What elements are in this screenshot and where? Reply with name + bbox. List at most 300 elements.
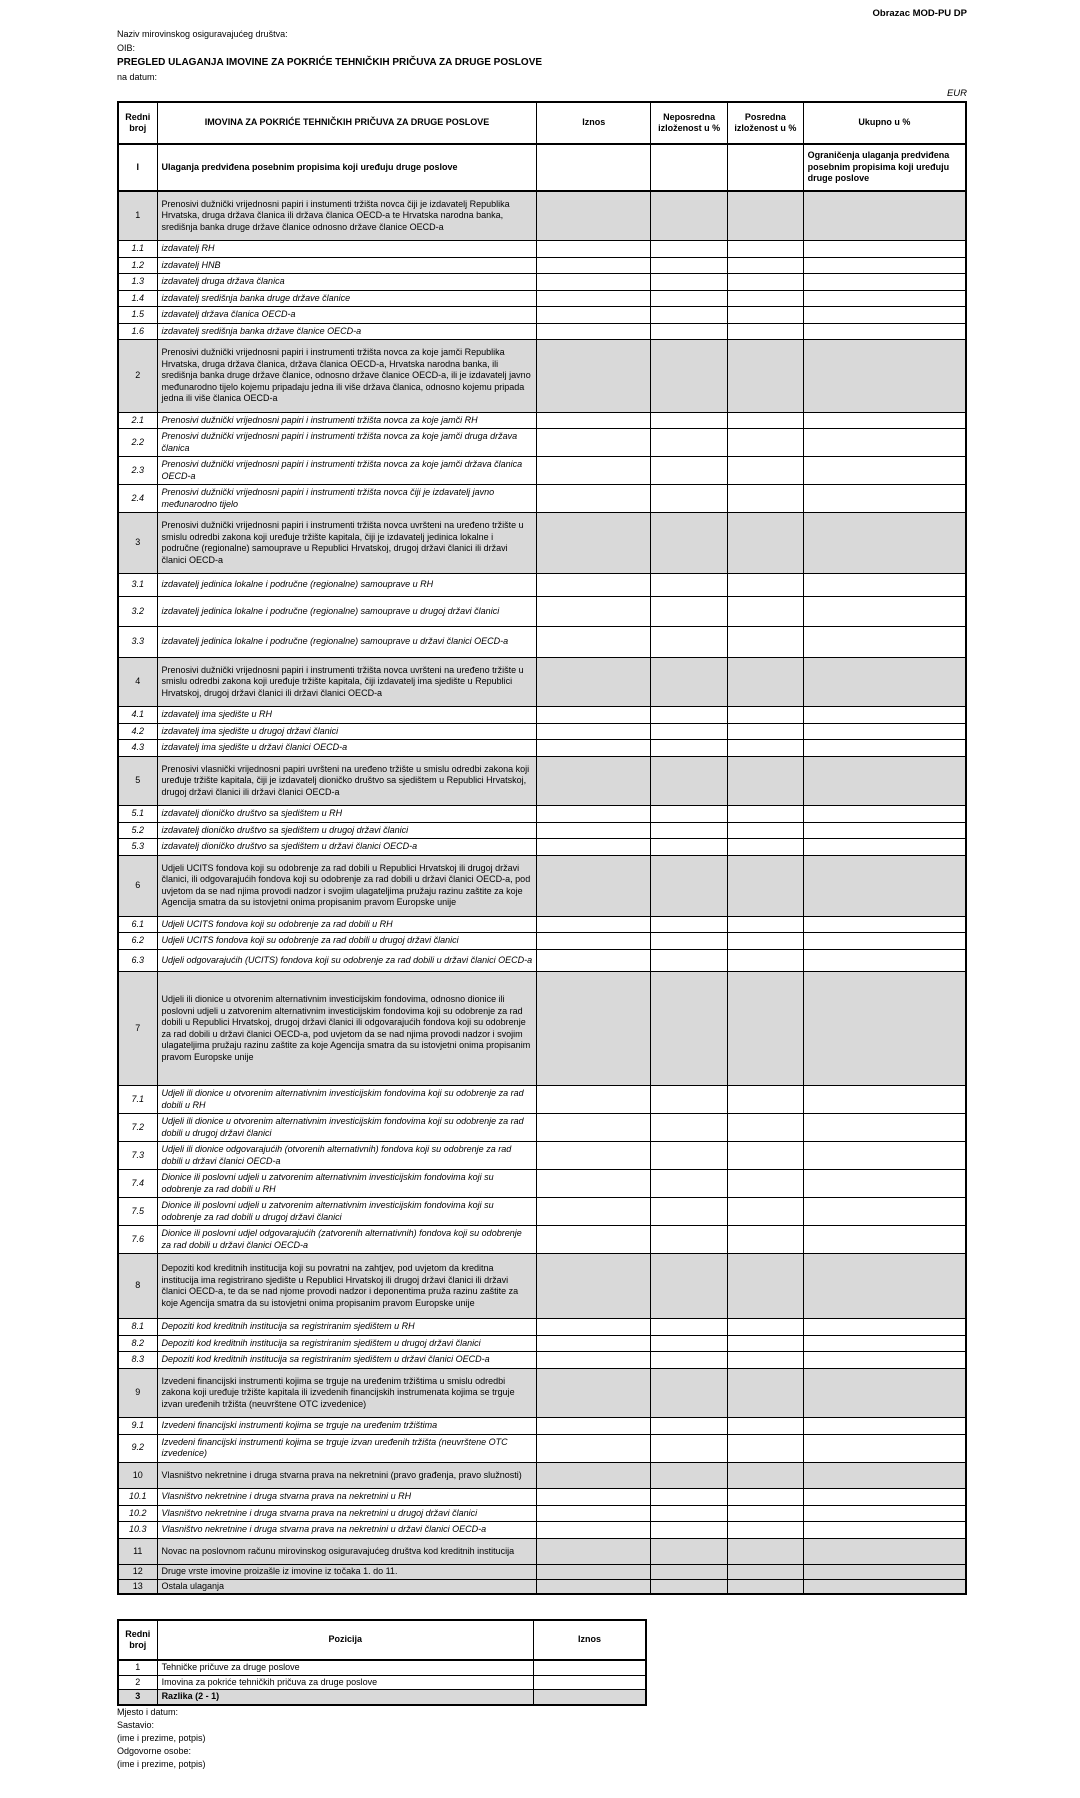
direct-exposure-cell xyxy=(651,949,728,972)
direct-exposure-cell xyxy=(651,274,728,291)
table-row xyxy=(118,513,966,574)
table-row xyxy=(118,1352,966,1369)
table-row xyxy=(118,806,966,823)
row-description-cell: Udjeli UCITS fondova koji su odobrenje za rad dobili u Republici Hrvatskoj ili drugoj državi članici, ili odgovarajućih fondova koji su odobrenje za rad dobili u državi članici OECD-a, pod uvjetom da se nad njima provodi nadzor i svojim ulagateljima pružaju razinu zaštite za koje Agencija smatra da su istovjetni onima propisanim pravom Europske unije xyxy=(157,855,537,916)
total-percent-cell xyxy=(803,257,966,274)
amount-cell xyxy=(537,574,651,597)
amount-cell xyxy=(537,1538,651,1565)
row-number-cell: 12 xyxy=(118,1565,157,1580)
direct-exposure-cell xyxy=(651,1522,728,1539)
indirect-exposure-cell xyxy=(728,1114,803,1142)
direct-exposure-cell xyxy=(651,1086,728,1114)
direct-exposure-cell xyxy=(651,144,728,191)
summary-row xyxy=(118,1675,646,1690)
table-row xyxy=(118,257,966,274)
oib-label: OIB: xyxy=(117,43,136,53)
table-row xyxy=(118,1434,966,1462)
row-number-cell: 8 xyxy=(118,1254,157,1319)
indirect-exposure-cell xyxy=(728,855,803,916)
amount-cell xyxy=(537,916,651,933)
total-percent-cell xyxy=(803,740,966,757)
row-number-cell: 6.1 xyxy=(118,916,157,933)
amount-cell xyxy=(534,1675,646,1690)
indirect-exposure-cell xyxy=(728,340,803,413)
summary-row xyxy=(118,1690,646,1705)
indirect-exposure-cell xyxy=(728,822,803,839)
direct-exposure-cell xyxy=(651,257,728,274)
table-row xyxy=(118,323,966,340)
row-description-cell: Druge vrste imovine proizašle iz imovine iz točaka 1. do 11. xyxy=(157,1565,537,1580)
amount-cell xyxy=(537,290,651,307)
company-name-label: Naziv mirovinskog osiguravajućeg društva: xyxy=(117,29,288,39)
row-description-cell: Prenosivi dužnički vrijednosni papiri i instrumenti tržišta novca za koje jamči RH xyxy=(157,412,537,429)
indirect-exposure-cell xyxy=(728,839,803,856)
amount-cell xyxy=(537,323,651,340)
row-number-cell: 1 xyxy=(118,191,157,241)
direct-exposure-cell xyxy=(651,485,728,513)
direct-exposure-cell xyxy=(651,1170,728,1198)
table-row xyxy=(118,822,966,839)
amount-cell xyxy=(537,839,651,856)
amount-cell xyxy=(537,756,651,806)
row-number-cell: 7.5 xyxy=(118,1198,157,1226)
table-row xyxy=(118,1368,966,1418)
page-title: PREGLED ULAGANJA IMOVINE ZA POKRIĆE TEHNIČKIH PRIČUVA ZA DRUGE POSLOVE xyxy=(117,57,543,68)
row-number-cell: 10.3 xyxy=(118,1522,157,1539)
row-number-cell: 4.2 xyxy=(118,723,157,740)
amount-cell xyxy=(537,429,651,457)
summary-col-header-pozicija: Pozicija xyxy=(157,1620,533,1660)
direct-exposure-cell xyxy=(651,855,728,916)
indirect-exposure-cell xyxy=(728,1538,803,1565)
total-percent-cell xyxy=(803,1352,966,1369)
amount-cell xyxy=(537,855,651,916)
row-number-cell: 3.2 xyxy=(118,596,157,627)
indirect-exposure-cell xyxy=(728,191,803,241)
row-description-cell: Vlasništvo nekretnine i druga stvarna prava na nekretnini (pravo građenja, pravo služnosti) xyxy=(157,1462,537,1489)
amount-cell xyxy=(537,1254,651,1319)
table-row xyxy=(118,274,966,291)
row-description-cell: Depoziti kod kreditnih institucija sa registriranim sjedištem u drugoj državi članici xyxy=(157,1335,537,1352)
row-description-cell: Udjeli ili dionice u otvorenim alternativnim investicijskim fondovima koji su odobrenje za rad dobili u drugoj državi članici xyxy=(157,1114,537,1142)
direct-exposure-cell xyxy=(651,1254,728,1319)
row-description-cell: Prenosivi dužnički vrijednosni papiri i instrumenti tržišta novca za koje jamči druga država članica xyxy=(157,429,537,457)
table-row xyxy=(118,191,966,241)
row-description-cell: Ostala ulaganja xyxy=(157,1579,537,1594)
amount-cell xyxy=(537,740,651,757)
total-percent-cell xyxy=(803,274,966,291)
total-percent-cell xyxy=(803,972,966,1086)
total-percent-cell xyxy=(803,1522,966,1539)
indirect-exposure-cell xyxy=(728,1142,803,1170)
amount-cell xyxy=(537,1198,651,1226)
amount-cell xyxy=(537,1418,651,1435)
direct-exposure-cell xyxy=(651,972,728,1086)
col-header-iznos: Iznos xyxy=(537,102,651,144)
responsible-persons-hint: (ime i prezime, potpis) xyxy=(117,1758,206,1769)
row-description-cell: izdavatelj jedinica lokalne i područne (regionalne) samouprave u državi članici OECD-a xyxy=(157,627,537,658)
row-description-cell: izdavatelj dioničko društvo sa sjedištem u RH xyxy=(157,806,537,823)
form-page xyxy=(117,8,967,1771)
table-row xyxy=(118,1142,966,1170)
col-header-redni-broj: Redni broj xyxy=(118,102,157,144)
row-number-cell: 9.2 xyxy=(118,1434,157,1462)
row-description-cell: Vlasništvo nekretnine i druga stvarna prava na nekretnini u RH xyxy=(157,1489,537,1506)
row-description-cell: Prenosivi vlasnički vrijednosni papiri uvršteni na uređeno tržište u smislu odredbi zakona koji uređuje tržište kapitala, čiji je izdavatelj dioničko društvo sa sjedištem u Republici Hrvatskoj, drugoj državi članici ili državi članici OECD-a xyxy=(157,756,537,806)
direct-exposure-cell xyxy=(651,241,728,258)
amount-cell xyxy=(537,1319,651,1336)
row-description-cell: izdavatelj jedinica lokalne i područne (regionalne) samouprave u drugoj državi članici xyxy=(157,596,537,627)
table-row xyxy=(118,457,966,485)
table-row xyxy=(118,1254,966,1319)
amount-cell xyxy=(537,1462,651,1489)
table-row xyxy=(118,756,966,806)
indirect-exposure-cell xyxy=(728,1462,803,1489)
direct-exposure-cell xyxy=(651,1368,728,1418)
row-description-cell: izdavatelj jedinica lokalne i područne (regionalne) samouprave u RH xyxy=(157,574,537,597)
total-percent-cell xyxy=(803,822,966,839)
currency-label: EUR xyxy=(946,88,967,99)
total-percent-cell xyxy=(803,412,966,429)
row-number-cell: 5 xyxy=(118,756,157,806)
table-row xyxy=(118,144,966,191)
direct-exposure-cell xyxy=(651,1335,728,1352)
row-number-cell: 1.1 xyxy=(118,241,157,258)
indirect-exposure-cell xyxy=(728,241,803,258)
row-description-cell: Izvedeni financijski instrumenti kojima se trguje na uređenim tržištima u smislu odredbi zakona koji uređuje tržište kapitala ili izvedenih financijskih instrumenata kojima se trguje izvan uređenih tržišta (neuvrštene OTC izvedenice) xyxy=(157,1368,537,1418)
amount-cell xyxy=(537,191,651,241)
table-row xyxy=(118,1565,966,1580)
direct-exposure-cell xyxy=(651,1114,728,1142)
indirect-exposure-cell xyxy=(728,723,803,740)
row-description-cell: izdavatelj ima sjedište u državi članici OECD-a xyxy=(157,740,537,757)
total-percent-cell xyxy=(803,596,966,627)
row-number-cell: 9.1 xyxy=(118,1418,157,1435)
row-description-cell: Depoziti kod kreditnih institucija sa registriranim sjedištem u RH xyxy=(157,1319,537,1336)
total-percent-cell xyxy=(803,290,966,307)
amount-cell xyxy=(537,596,651,627)
indirect-exposure-cell xyxy=(728,1254,803,1319)
position-cell: Imovina za pokriće tehničkih pričuva za druge poslove xyxy=(157,1675,533,1690)
direct-exposure-cell xyxy=(651,1462,728,1489)
total-percent-cell xyxy=(803,1226,966,1254)
amount-cell xyxy=(537,513,651,574)
prepared-by-label: Sastavio: xyxy=(117,1719,155,1730)
amount-cell xyxy=(537,1434,651,1462)
row-description-cell: izdavatelj ima sjedište u RH xyxy=(157,707,537,724)
table-row xyxy=(118,307,966,324)
row-description-cell: Izvedeni financijski instrumenti kojima se trguje izvan uređenih tržišta (neuvrštene OTC izvedenice) xyxy=(157,1434,537,1462)
indirect-exposure-cell xyxy=(728,1565,803,1580)
table-row xyxy=(118,1086,966,1114)
total-percent-cell xyxy=(803,429,966,457)
row-number-cell: 6.2 xyxy=(118,933,157,950)
indirect-exposure-cell xyxy=(728,323,803,340)
amount-cell xyxy=(537,1489,651,1506)
table-row xyxy=(118,1170,966,1198)
amount-cell xyxy=(537,485,651,513)
amount-cell xyxy=(537,806,651,823)
summary-col-header-iznos: Iznos xyxy=(534,1620,646,1660)
direct-exposure-cell xyxy=(651,723,728,740)
total-percent-cell xyxy=(803,1579,966,1594)
total-percent-cell xyxy=(803,574,966,597)
amount-cell xyxy=(537,1170,651,1198)
direct-exposure-cell xyxy=(651,916,728,933)
total-percent-cell xyxy=(803,1434,966,1462)
total-percent-cell xyxy=(803,1538,966,1565)
amount-cell xyxy=(537,307,651,324)
amount-cell xyxy=(537,144,651,191)
table-row xyxy=(118,340,966,413)
total-percent-cell xyxy=(803,1254,966,1319)
indirect-exposure-cell xyxy=(728,1170,803,1198)
col-header-posredna: Posredna izloženost u % xyxy=(728,102,803,144)
indirect-exposure-cell xyxy=(728,513,803,574)
investments-table xyxy=(117,101,967,1595)
table-row xyxy=(118,429,966,457)
total-percent-cell xyxy=(803,1335,966,1352)
amount-cell xyxy=(537,972,651,1086)
indirect-exposure-cell xyxy=(728,1368,803,1418)
summary-table xyxy=(117,1619,647,1706)
total-percent-cell xyxy=(803,457,966,485)
indirect-exposure-cell xyxy=(728,1522,803,1539)
table-header-row xyxy=(118,102,966,144)
table-row xyxy=(118,1418,966,1435)
total-percent-cell xyxy=(803,1198,966,1226)
amount-cell xyxy=(537,657,651,707)
prepared-by-hint: (ime i prezime, potpis) xyxy=(117,1732,206,1743)
total-percent-cell xyxy=(803,855,966,916)
row-number-cell: 1.3 xyxy=(118,274,157,291)
amount-cell xyxy=(537,933,651,950)
direct-exposure-cell xyxy=(651,822,728,839)
direct-exposure-cell xyxy=(651,596,728,627)
table-row xyxy=(118,933,966,950)
amount-cell xyxy=(537,257,651,274)
row-description-cell: izdavatelj država članica OECD-a xyxy=(157,307,537,324)
responsible-persons-label: Odgovorne osobe: xyxy=(117,1745,192,1756)
row-number-cell: 10.2 xyxy=(118,1505,157,1522)
row-number-cell: 1.2 xyxy=(118,257,157,274)
row-number-cell: 7.6 xyxy=(118,1226,157,1254)
row-number-cell: 4.3 xyxy=(118,740,157,757)
indirect-exposure-cell xyxy=(728,307,803,324)
col-header-neposredna: Neposredna izloženost u % xyxy=(651,102,728,144)
row-description-cell: izdavatelj druga država članica xyxy=(157,274,537,291)
table-row xyxy=(118,723,966,740)
amount-cell xyxy=(537,274,651,291)
indirect-exposure-cell xyxy=(728,290,803,307)
row-description-cell: Prenosivi dužnički vrijednosni papiri i instrumenti tržišta novca čiji je izdavatelj javno međunarodno tijelo xyxy=(157,485,537,513)
row-number-cell: 9 xyxy=(118,1368,157,1418)
total-percent-cell xyxy=(803,307,966,324)
row-description-cell: izdavatelj ima sjedište u drugoj državi članici xyxy=(157,723,537,740)
direct-exposure-cell xyxy=(651,806,728,823)
row-description-cell: Prenosivi dužnički vrijednosni papiri i instrumenti tržišta novca uvršteni na uređeno tržište u smislu odredbi zakona koji uređuje tržište kapitala, čiji je izdavatelj jedinica lokalne i područne (regionalne) samouprave u Republici Hrvatskoj, drugoj državi članici ili državi članici OECD-a xyxy=(157,513,537,574)
direct-exposure-cell xyxy=(651,457,728,485)
indirect-exposure-cell xyxy=(728,756,803,806)
direct-exposure-cell xyxy=(651,657,728,707)
position-cell: Razlika (2 - 1) xyxy=(157,1690,533,1705)
indirect-exposure-cell xyxy=(728,1352,803,1369)
row-description-cell: izdavatelj središnja banka druge države članice xyxy=(157,290,537,307)
form-code: Obrazac MOD-PU DP xyxy=(872,8,967,19)
row-number-cell: 10 xyxy=(118,1462,157,1489)
row-description-cell: Depoziti kod kreditnih institucija koji su povratni na zahtjev, pod uvjetom da kreditna institucija ima registrirano sjedište u Republici Hrvatskoj ili drugoj državi članici ili državi članici OECD-a, te da se nad njome provodi nadzor i deponentima pruža razinu zaštite za koje Agencija smatra da su istovjetni onima propisanim pravom Europske unije xyxy=(157,1254,537,1319)
amount-cell xyxy=(534,1690,646,1705)
date-label: na datum: xyxy=(117,72,158,82)
amount-cell xyxy=(537,1352,651,1369)
table-row xyxy=(118,916,966,933)
amount-cell xyxy=(537,1114,651,1142)
amount-cell xyxy=(537,340,651,413)
amount-cell xyxy=(537,627,651,658)
amount-cell xyxy=(537,1565,651,1580)
row-number-cell: 2 xyxy=(118,340,157,413)
indirect-exposure-cell xyxy=(728,412,803,429)
amount-cell xyxy=(537,412,651,429)
row-description-cell: izdavatelj dioničko društvo sa sjedištem u drugoj državi članici xyxy=(157,822,537,839)
total-percent-cell xyxy=(803,485,966,513)
row-description-cell: Dionice ili poslovni udjeli u zatvorenim alternativnim investicijskim fondovima koji su odobrenje za rad dobili u RH xyxy=(157,1170,537,1198)
indirect-exposure-cell xyxy=(728,657,803,707)
total-percent-cell xyxy=(803,1505,966,1522)
amount-cell xyxy=(537,241,651,258)
total-percent-cell xyxy=(803,1489,966,1506)
indirect-exposure-cell xyxy=(728,1579,803,1594)
table-row xyxy=(118,1335,966,1352)
direct-exposure-cell xyxy=(651,340,728,413)
row-description-cell: Prenosivi dužnički vrijednosni papiri i instrumenti tržišta novca za koje jamči država članica OECD-a xyxy=(157,457,537,485)
amount-cell xyxy=(537,1368,651,1418)
direct-exposure-cell xyxy=(651,1434,728,1462)
row-description-cell: Prenosivi dužnički vrijednosni papiri i instumenti tržišta novca čiji je izdavatelj Republika Hrvatska, druga država članica ili država članica OECD-a te Hrvatska narodna banka, središnja banka druge države članice odnosno države članice OECD-a xyxy=(157,191,537,241)
col-header-ukupno: Ukupno u % xyxy=(803,102,966,144)
indirect-exposure-cell xyxy=(728,916,803,933)
row-number-cell: 3.1 xyxy=(118,574,157,597)
row-number-cell: 1.6 xyxy=(118,323,157,340)
row-number-cell: 7.2 xyxy=(118,1114,157,1142)
indirect-exposure-cell xyxy=(728,1335,803,1352)
amount-cell xyxy=(537,822,651,839)
row-description-cell: Udjeli ili dionice odgovarajućih (otvorenih alternativnih) fondova koji su odobrenje za rad dobili u državi članici OECD-a xyxy=(157,1142,537,1170)
direct-exposure-cell xyxy=(651,933,728,950)
row-number-cell: 6 xyxy=(118,855,157,916)
table-row xyxy=(118,855,966,916)
total-percent-cell xyxy=(803,756,966,806)
total-percent-cell xyxy=(803,1565,966,1580)
row-description-cell: Udjeli UCITS fondova koji su odobrenje za rad dobili u RH xyxy=(157,916,537,933)
indirect-exposure-cell xyxy=(728,933,803,950)
direct-exposure-cell xyxy=(651,1226,728,1254)
amount-cell xyxy=(537,1522,651,1539)
row-number-cell: 11 xyxy=(118,1538,157,1565)
row-number-cell: 8.1 xyxy=(118,1319,157,1336)
indirect-exposure-cell xyxy=(728,1418,803,1435)
table-row xyxy=(118,1579,966,1594)
indirect-exposure-cell xyxy=(728,429,803,457)
row-number-cell: 1 xyxy=(118,1660,157,1675)
direct-exposure-cell xyxy=(651,1538,728,1565)
row-number-cell: 7 xyxy=(118,972,157,1086)
total-percent-cell xyxy=(803,1170,966,1198)
direct-exposure-cell xyxy=(651,839,728,856)
indirect-exposure-cell xyxy=(728,457,803,485)
row-number-cell: 5.2 xyxy=(118,822,157,839)
amount-cell xyxy=(537,949,651,972)
table-row xyxy=(118,949,966,972)
total-percent-cell xyxy=(803,949,966,972)
direct-exposure-cell xyxy=(651,1142,728,1170)
table-row xyxy=(118,485,966,513)
amount-cell xyxy=(534,1660,646,1675)
direct-exposure-cell xyxy=(651,307,728,324)
amount-cell xyxy=(537,457,651,485)
table-row xyxy=(118,1226,966,1254)
row-number-cell: 2.2 xyxy=(118,429,157,457)
indirect-exposure-cell xyxy=(728,627,803,658)
direct-exposure-cell xyxy=(651,191,728,241)
indirect-exposure-cell xyxy=(728,1319,803,1336)
row-description-cell: Udjeli ili dionice u otvorenim alternativnim investicijskim fondovima, odnosno dionice ili poslovni udjeli u zatvorenim alternativnim investicijskim fondovima koji su odobrenje za rad dobili u Republici Hrvatskoj, drugoj državi članici ili odgovarajućih fondova koji su odobrenje za rad dobili u državi članici OECD-a, pod uvjetom da se nad njima provodi nadzor i svojim ulagateljima pružaju razinu zaštite za koje Agencija smatra da su istovjetni onima propisanim pravom Europske unije xyxy=(157,972,537,1086)
row-number-cell: 2 xyxy=(118,1675,157,1690)
position-cell: Tehničke pričuve za druge poslove xyxy=(157,1660,533,1675)
table-row xyxy=(118,1538,966,1565)
summary-col-header-redni-broj: Redni broj xyxy=(118,1620,157,1660)
row-number-cell: 5.3 xyxy=(118,839,157,856)
direct-exposure-cell xyxy=(651,1352,728,1369)
row-description-cell: Vlasništvo nekretnine i druga stvarna prava na nekretnini u drugoj državi članici xyxy=(157,1505,537,1522)
direct-exposure-cell xyxy=(651,1418,728,1435)
direct-exposure-cell xyxy=(651,429,728,457)
row-number-cell: 4.1 xyxy=(118,707,157,724)
table-row xyxy=(118,1462,966,1489)
total-percent-cell xyxy=(803,513,966,574)
direct-exposure-cell xyxy=(651,707,728,724)
indirect-exposure-cell xyxy=(728,707,803,724)
row-number-cell: 1.5 xyxy=(118,307,157,324)
direct-exposure-cell xyxy=(651,513,728,574)
row-description-cell: Dionice ili poslovni udjel odgovarajućih (zatvorenih alternativnih) fondova koji su odobrenje za rad dobili u državi članici OECD-a xyxy=(157,1226,537,1254)
total-percent-cell xyxy=(803,1142,966,1170)
total-percent-cell xyxy=(803,191,966,241)
indirect-exposure-cell xyxy=(728,1198,803,1226)
place-date-label: Mjesto i datum: xyxy=(117,1706,179,1717)
row-number-cell: 7.1 xyxy=(118,1086,157,1114)
row-description-cell: izdavatelj središnja banka države članice OECD-a xyxy=(157,323,537,340)
table-row xyxy=(118,1505,966,1522)
direct-exposure-cell xyxy=(651,1565,728,1580)
row-number-cell: I xyxy=(118,144,157,191)
row-number-cell: 8.3 xyxy=(118,1352,157,1369)
table-row xyxy=(118,1198,966,1226)
direct-exposure-cell xyxy=(651,1319,728,1336)
direct-exposure-cell xyxy=(651,574,728,597)
table-row xyxy=(118,1319,966,1336)
indirect-exposure-cell xyxy=(728,1434,803,1462)
total-percent-cell xyxy=(803,657,966,707)
table-row xyxy=(118,1489,966,1506)
indirect-exposure-cell xyxy=(728,144,803,191)
row-description-cell: Prenosivi dužnički vrijednosni papiri i instrumenti tržišta novca uvršteni na uređeno tržište u smislu odredbi zakona koji uređuje tržište kapitala, čiji izdavatelj ima sjedište u Republici Hrvatskoj, drugoj državi članici ili državi članici OECD-a xyxy=(157,657,537,707)
indirect-exposure-cell xyxy=(728,972,803,1086)
row-number-cell: 3 xyxy=(118,513,157,574)
table-row xyxy=(118,412,966,429)
indirect-exposure-cell xyxy=(728,257,803,274)
table-row xyxy=(118,241,966,258)
